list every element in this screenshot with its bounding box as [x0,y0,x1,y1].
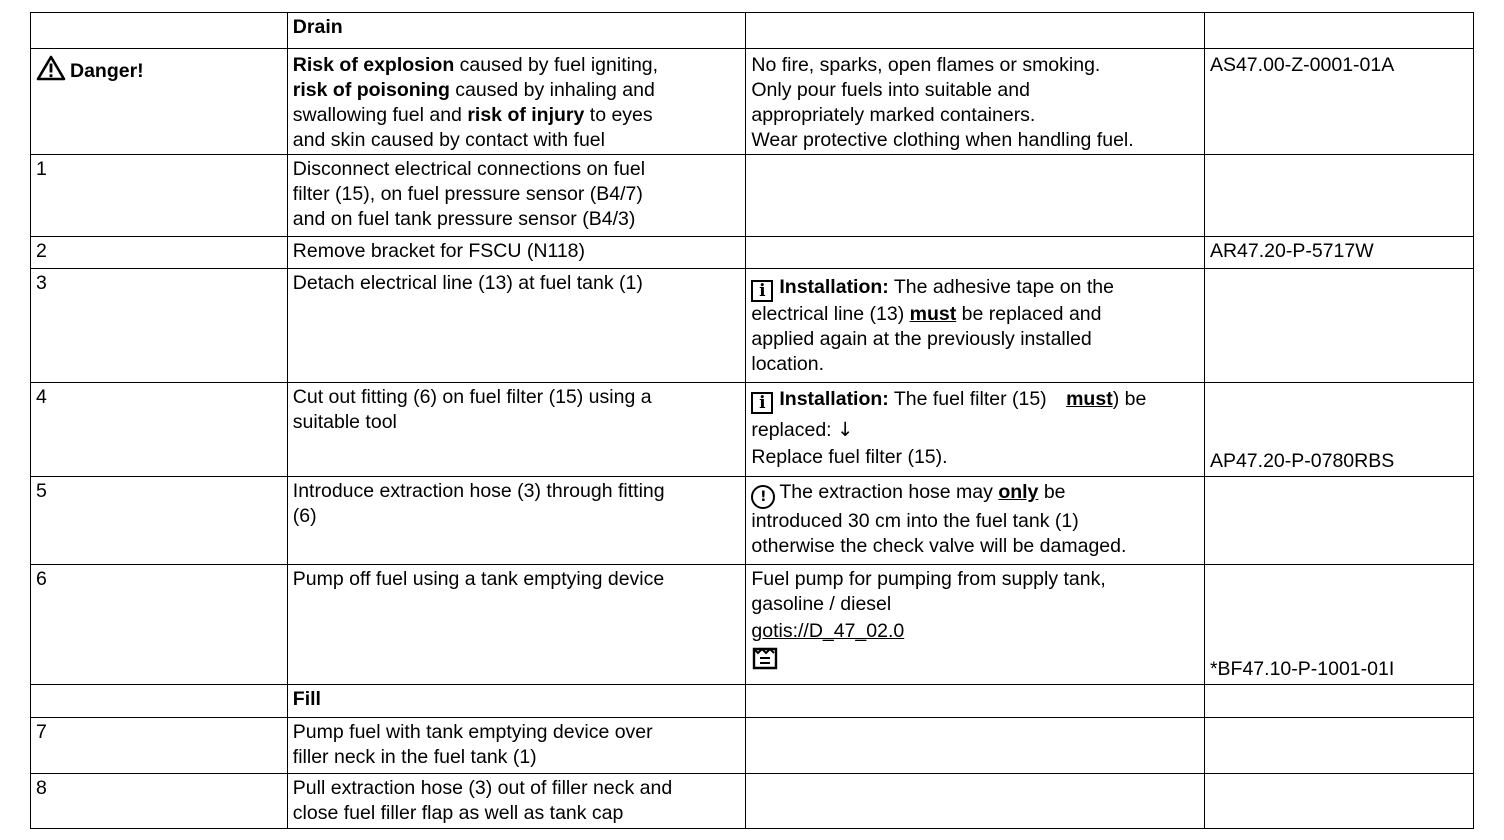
action-cell [287,477,746,565]
note-cell [746,718,1205,774]
note-line: appropriately marked containers. [751,104,1036,126]
step-number: 2 [31,237,288,269]
step-number: 5 [31,477,288,565]
text: replaced: [751,419,838,441]
step-number: 7 [31,718,288,774]
table-row [31,477,1474,565]
action-line: filler neck in the fuel tank (1) [292,746,537,768]
risk-explosion: Risk of explosion [292,54,455,76]
action-cell [287,718,746,774]
table-row [31,237,1474,269]
procedure-table [30,12,1474,829]
text: caused by inhaling and [449,79,655,101]
action-line: (6) [292,505,317,527]
action-line: suitable tool [292,411,397,433]
table-row [31,155,1474,237]
text: The extraction hose may [779,481,999,503]
ref-cell [1204,269,1473,383]
action-line: Disconnect electrical connections on fuel [292,158,646,180]
step-number: 3 [31,269,288,383]
action-cell: Detach electrical line (13) at fuel tank (1) [287,269,746,383]
text: applied again at the previously installed [751,328,1092,350]
step-number: 4 [31,383,288,477]
note-cell [746,685,1205,718]
ref-cell [1204,13,1473,49]
info-icon: i [751,280,773,302]
text: caused by fuel igniting, [454,54,659,76]
ref-cell: AP47.20-P-0780RBS [1204,383,1473,477]
note-cell [746,237,1205,269]
table-row [31,685,1474,718]
text: be replaced and [956,303,1102,325]
warning-triangle-icon [36,55,66,81]
action-line: Pump fuel with tank emptying device over [292,721,653,743]
text: ) be [1112,388,1147,410]
risk-poisoning: risk of poisoning [292,79,450,101]
action-cell [287,383,746,477]
ref-cell [1204,718,1473,774]
ref-cell [1204,155,1473,237]
action-line: filter (15), on fuel pressure sensor (B4/7) [292,183,643,205]
text: to eyes [584,104,653,126]
section-heading-drain: Drain [287,13,746,49]
action-cell [287,155,746,237]
caution-circle-icon: ! [751,485,775,509]
note-line: Fuel pump for pumping from supply tank, [751,568,1106,590]
note-line: Only pour fuels into suitable and [751,79,1030,101]
must-emphasis: must [1066,388,1113,410]
table-row [31,565,1474,685]
installation-label: Installation: [779,276,889,298]
action-cell [287,49,746,155]
ref-cell [1204,685,1473,718]
risk-injury: risk of injury [467,104,585,126]
text: electrical line (13) [751,303,910,325]
action-line: Introduce extraction hose (3) through fitting [292,480,665,502]
ref-cell: AS47.00-Z-0001-01A [1204,49,1473,155]
table-row [31,13,1474,49]
note-line: Wear protective clothing when handling fuel. [751,129,1134,151]
step-cell [31,13,288,49]
only-emphasis: only [998,481,1039,503]
table-row [31,383,1474,477]
table-row [31,269,1474,383]
table-row [31,718,1474,774]
step-cell [31,685,288,718]
text: location. [751,353,825,375]
action-line: Pull extraction hose (3) out of filler neck and [292,777,673,799]
text: The adhesive tape on the [888,276,1114,298]
must-emphasis: must [909,303,957,325]
ref-cell [1204,774,1473,829]
danger-label: Danger! [70,60,144,82]
text: otherwise the check valve will be damaged. [751,535,1127,557]
tool-tank-icon [751,646,779,670]
text: The fuel filter (15) [888,388,1053,410]
table-row [31,49,1474,155]
action-cell: Remove bracket for FSCU (N118) [287,237,746,269]
action-cell: Pump off fuel using a tank emptying device [287,565,746,685]
note-cell [746,774,1205,829]
note-cell [746,477,1205,565]
note-cell [746,49,1205,155]
arrow-down-icon: ↓ [837,418,854,441]
text: introduced 30 cm into the fuel tank (1) [751,510,1079,532]
ref-cell: AR47.20-P-5717W [1204,237,1473,269]
gotis-link[interactable]: gotis://D_47_02.0 [751,620,905,642]
action-line: and on fuel tank pressure sensor (B4/3) [292,208,636,230]
installation-label: Installation: [779,388,889,410]
danger-cell [31,49,288,155]
action-line: close fuel filler flap as well as tank cap [292,802,624,824]
note-line: gasoline / diesel [751,593,892,615]
note-cell [746,13,1205,49]
info-icon: i [751,392,773,414]
note-cell [746,155,1205,237]
step-number: 8 [31,774,288,829]
text: and skin caused by contact with fuel [292,129,605,151]
section-heading-fill: Fill [287,685,746,718]
text: be [1038,481,1066,503]
table-row [31,774,1474,829]
step-number: 6 [31,565,288,685]
ref-cell: *BF47.10-P-1001-01I [1204,565,1473,685]
step-number: 1 [31,155,288,237]
text: swallowing fuel and [292,104,468,126]
ref-cell [1204,477,1473,565]
note-cell [746,383,1205,477]
action-line: Cut out fitting (6) on fuel filter (15) using a [292,386,652,408]
note-line: No fire, sparks, open flames or smoking. [751,54,1101,76]
note-cell [746,269,1205,383]
text: Replace fuel filter (15). [751,446,948,468]
action-cell [287,774,746,829]
note-cell [746,565,1205,685]
